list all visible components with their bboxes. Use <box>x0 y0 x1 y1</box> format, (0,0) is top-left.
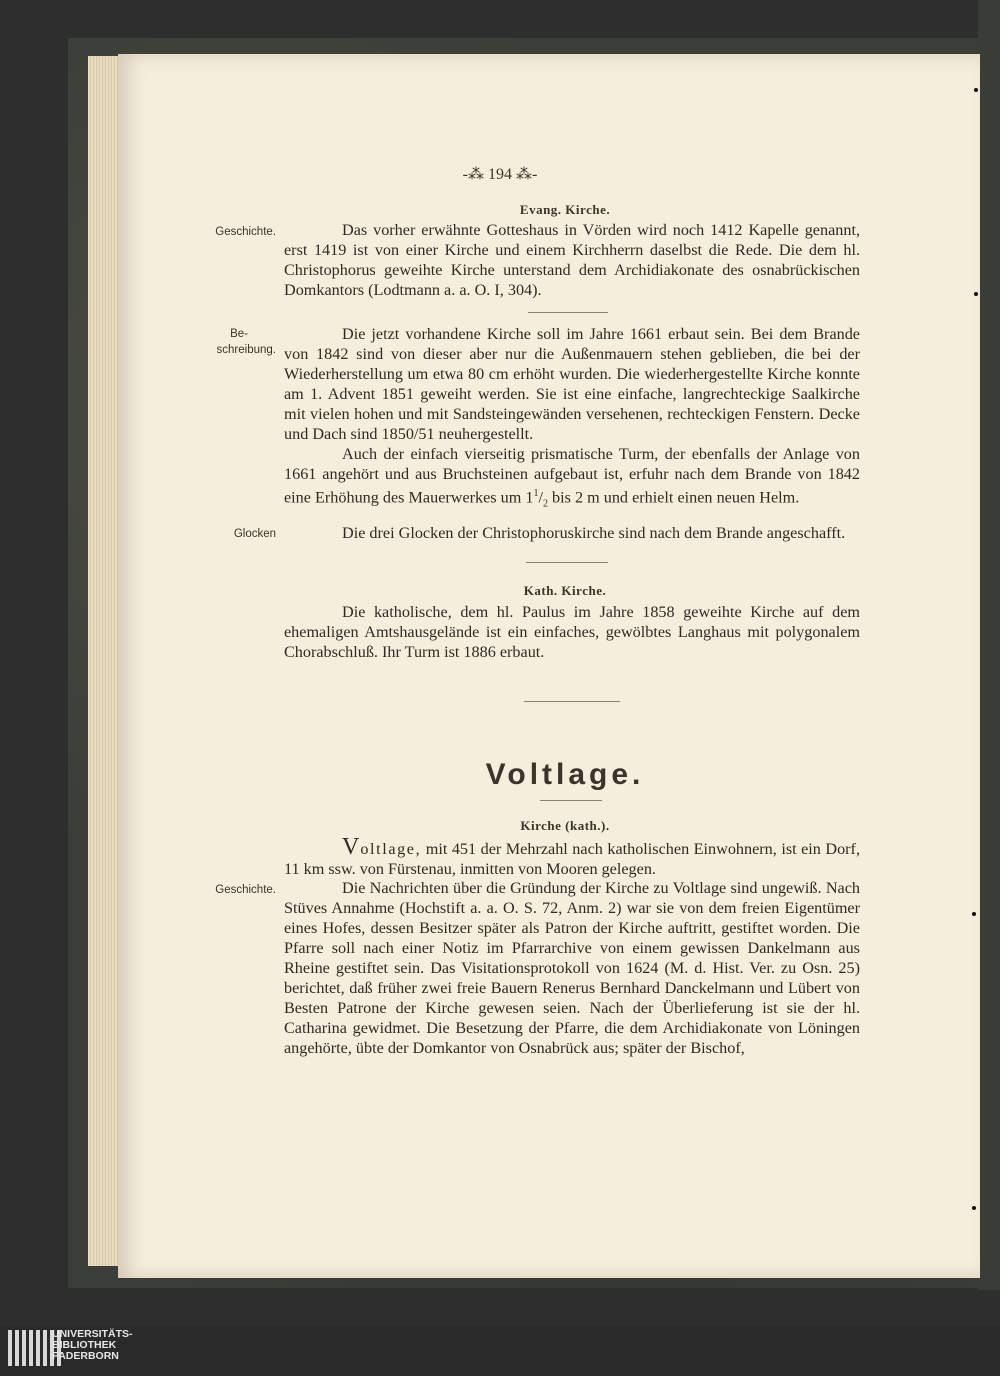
place-title: Voltlage. <box>485 758 645 791</box>
section-heading-evang: Evang. Kirche. <box>519 202 611 217</box>
book-cover-right <box>978 0 1000 1290</box>
voltlage-intro <box>284 834 860 879</box>
paragraph-text: Die drei Glocken der Christophoruskirche sind nach dem Brande angeschafft. <box>342 524 846 542</box>
section-heading-kath: Kath. Kirche. <box>523 583 607 598</box>
paragraph-text: Das vorher erwähnte Gotteshaus in Vörden wird noch 1412 Kapelle genannt, erst 1419 ist von einer Kirche und einem Kirchherrn daselbst die Rede. Die dem hl. Christophorus geweihte Kirche unterstand dem Archidiakonate des osnabrückischen Domkantors (Lodtmann a. a. O. I, 304). <box>284 221 860 299</box>
section-divider <box>524 701 620 702</box>
evang-paragraph-2 <box>284 324 860 515</box>
page-speck <box>974 88 978 92</box>
paragraph-text: Die katholische, dem hl. Paulus im Jahre 1858 geweihte Kirche auf dem ehemaligen Amtshausgelände ist ein einfaches, gewölbtes Langhaus mit polygonalem Chorabschluß. Ihr Turm ist 1886 erbaut. <box>284 603 860 661</box>
page-edges <box>88 56 122 1266</box>
voltlage-paragraph <box>284 878 860 1058</box>
paragraph-intro: Voltlage, mit 451 der Mehrzahl nach katholischen Einwohnern, ist ein Dorf, 11 km ssw. von Fürstenau, inmitten von Mooren gelegen. <box>284 834 860 878</box>
title-underline <box>540 800 602 801</box>
paragraph-turm: Auch der einfach vierseitig prismatische Turm, der ebenfalls der Anlage von 1661 angehört und aus Bruchsteinen aufgebaut ist, erfuhr nach dem Brande von 1842 eine Erhöhung des Mauerwerkes um $1^1/_2$ bis 2 m und erhielt einen neuen Helm. <box>284 445 860 510</box>
page-speck <box>974 292 978 296</box>
library-footer <box>0 1326 1000 1376</box>
page-speck <box>972 912 976 916</box>
ornament-left: -⁂ <box>462 166 484 183</box>
margin-note-schreibung: schreibung. <box>216 344 276 356</box>
library-logo-text: UNIVERSITÄTS- BIBLIOTHEK PADERBORN <box>52 1328 133 1362</box>
section-divider <box>528 312 608 313</box>
margin-note-glocken: Glocken <box>233 528 276 540</box>
section-heading-voltlage: Kirche (kath.). <box>520 818 610 833</box>
page-speck <box>972 1206 976 1210</box>
section-divider <box>526 562 608 563</box>
paragraph-text: Die jetzt vorhandene Kirche soll im Jahre 1661 erbaut sein. Bei dem Brande von 1842 sind von dieser aber nur die Außenmauern stehen geblieben, die bei der Wiederherstellung um etwa 80 cm erhöht wurden. Die wiederhergestellte Kirche konnte am 1. Advent 1851 geweiht werden. Sie ist eine einfache, langrechteckige Saalkirche mit vielen hohen und mit Sandsteingewänden versehenen, rechteckigen Fenstern. Decke und Dach sind 1850/51 neuhergestellt. <box>284 325 860 443</box>
page-number-line <box>0 164 1000 184</box>
margin-note-geschichte-voltlage: Geschichte. <box>215 884 276 896</box>
paragraph-text: Die Nachrichten über die Gründung der Kirche zu Voltlage sind ungewiß. Nach Stüves Annahme (Hochstift a. a. O. S. 72, Anm. 2) war sie von dem freien Eigentümer eines Hofes, dessen Besitzer später als Patron der Kirche auftritt, gestiftet worden. Die Pfarre soll nach einer Notiz im Pfarrarchive von einem gewissen Dankelmann aus Rheine gestiftet sein. Das Visitationsprotokoll von 1624 (M. d. Hist. Ver. zu Osn. 25) berichtet, daß früher zwei freie Bauern Renerus Bernhard Danckelmann und Lübert von Besten Patrone der Kirche gewesen seien. Nach der Überlieferung ist sie der hl. Catharina gewidmet. Die Besetzung der Pfarre, die dem Archidiakonate von Löningen angehörte, übte der Domkantor von Osnabrück aus; später der Bischof, <box>284 879 860 1057</box>
evang-paragraph-glocken <box>284 523 860 543</box>
margin-note-be: Be- <box>230 328 248 340</box>
margin-note-geschichte: Geschichte. <box>215 226 276 238</box>
page-number: 194 <box>488 166 512 183</box>
ornament-right: ⁂- <box>516 166 538 183</box>
kath-paragraph <box>284 602 860 662</box>
evang-paragraph-1 <box>284 220 860 300</box>
